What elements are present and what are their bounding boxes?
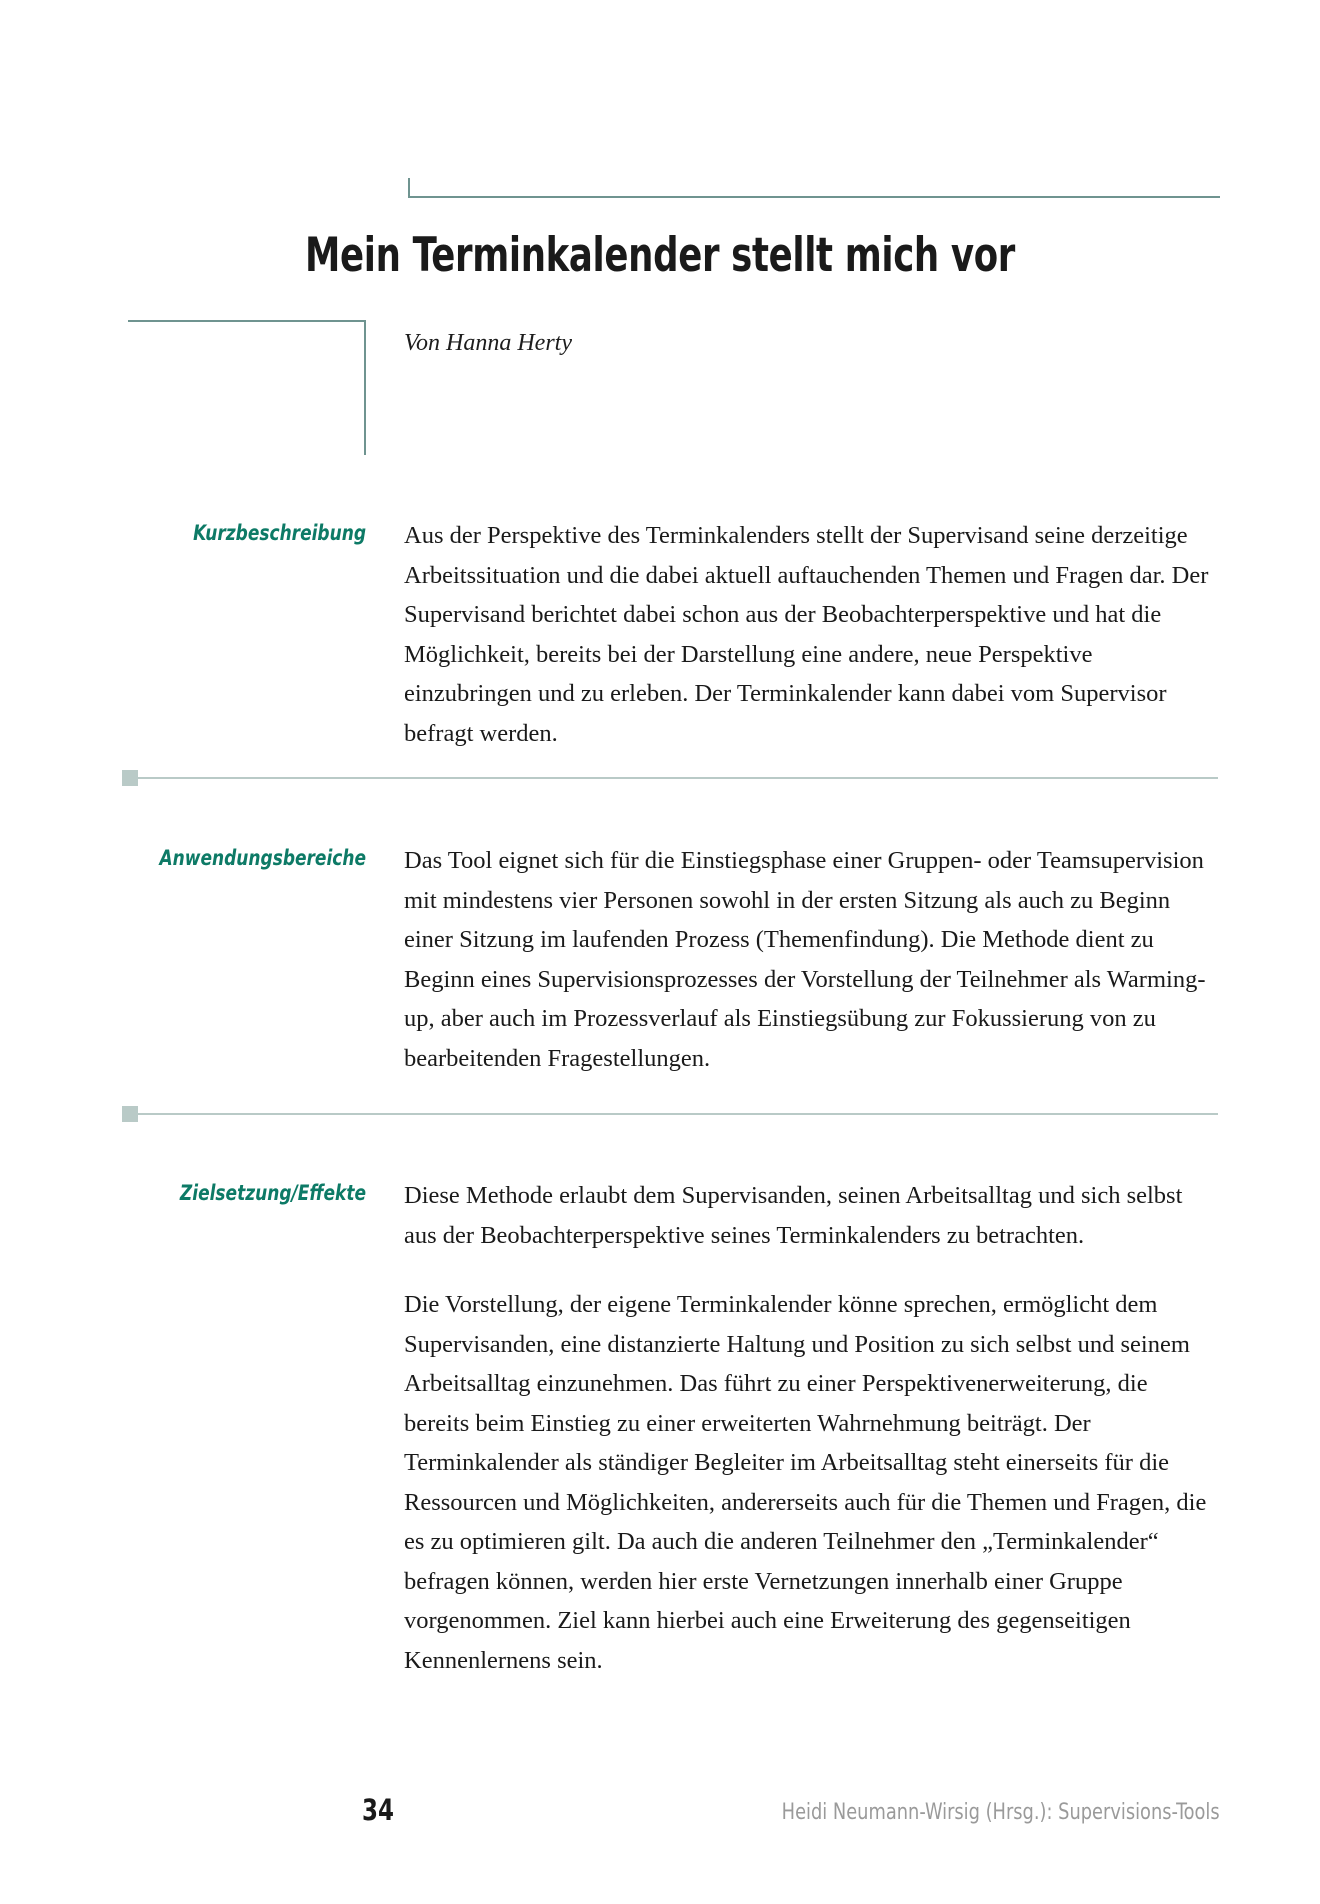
section-body-zielsetzung-effekte — [404, 1176, 1218, 1680]
divider-square-marker — [122, 770, 138, 786]
paragraph: Die Vorstellung, der eigene Terminkalender könne sprechen, ermöglicht dem Supervisanden, eine distanzierte Haltung und Position zu sich selbst und seinem Arbeitsalltag einzunehmen. Das führt zu einer Perspektivenerweiterung, die bereits beim Einstieg zu einer erweiterten Wahrnehmung beiträgt. Der Terminkalender als ständiger Begleiter im Arbeitsalltag steht einerseits für die Ressourcen und Möglichkeiten, andererseits auch für die Themen und Fragen, die es zu optimieren gilt. Da auch die anderen Teilnehmer den „Terminkalender“ befragen können, werden hier erste Vernetzungen innerhalb einer Gruppe vorgenommen. Ziel kann hierbei auch eine Erweiterung des gegenseitigen Kennenlernens sein. — [404, 1291, 1207, 1674]
section-label-kurzbeschreibung: Kurzbeschreibung — [193, 521, 366, 545]
section-divider — [128, 1113, 1218, 1115]
paragraph: Das Tool eignet sich für die Einstiegsphase einer Gruppen- oder Teamsupervision mit mindestens vier Personen sowohl in der ersten Sitzung als auch zu Beginn einer Sitzung im laufenden Prozess (Themenfindung). Die Methode dient zu Beginn eines Supervisionsprozesses der Vorstellung der Teilnehmer als Warming-up, aber auch im Prozessverlauf als Einstiegsübung zur Fokussierung von zu bearbeitenden Fragestellungen. — [404, 847, 1206, 1072]
section-label-anwendungsbereiche: Anwendungsbereiche — [159, 846, 366, 870]
section-body-kurzbeschreibung — [404, 516, 1218, 753]
section-label-zielsetzung-effekte: Zielsetzung/Effekte — [179, 1181, 366, 1205]
paragraph: Diese Methode erlaubt dem Supervisanden, seinen Arbeitsalltag und sich selbst aus der Beobachterperspektive seines Terminkalenders zu betrachten. — [404, 1182, 1183, 1249]
byline-rule-vertical — [364, 320, 366, 455]
paragraph: Aus der Perspektive des Terminkalenders stellt der Supervisand seine derzeitige Arbeitssituation und die dabei aktuell auftauchenden Themen und Fragen dar. Der Supervisand berichtet dabei schon aus der Beobachterperspektive und hat die Möglichkeit, bereits bei der Darstellung eine andere, neue Perspektive einzubringen und zu erleben. Der Terminkalender kann dabei vom Supervisor befragt werden. — [404, 522, 1209, 747]
section-divider — [128, 777, 1218, 779]
author-byline: Von Hanna Herty — [404, 330, 572, 356]
page-title: Mein Terminkalender stellt mich vor — [305, 228, 1015, 283]
footer-page-number: 34 — [362, 1793, 394, 1827]
header-rule-vertical-stub — [408, 178, 410, 198]
byline-rule-horizontal — [128, 320, 366, 322]
footer-source-citation: Heidi Neumann-Wirsig (Hrsg.): Supervisions-Tools — [781, 1800, 1220, 1825]
divider-square-marker — [122, 1106, 138, 1122]
header-rule-horizontal — [408, 196, 1220, 198]
section-body-anwendungsbereiche — [404, 841, 1218, 1078]
